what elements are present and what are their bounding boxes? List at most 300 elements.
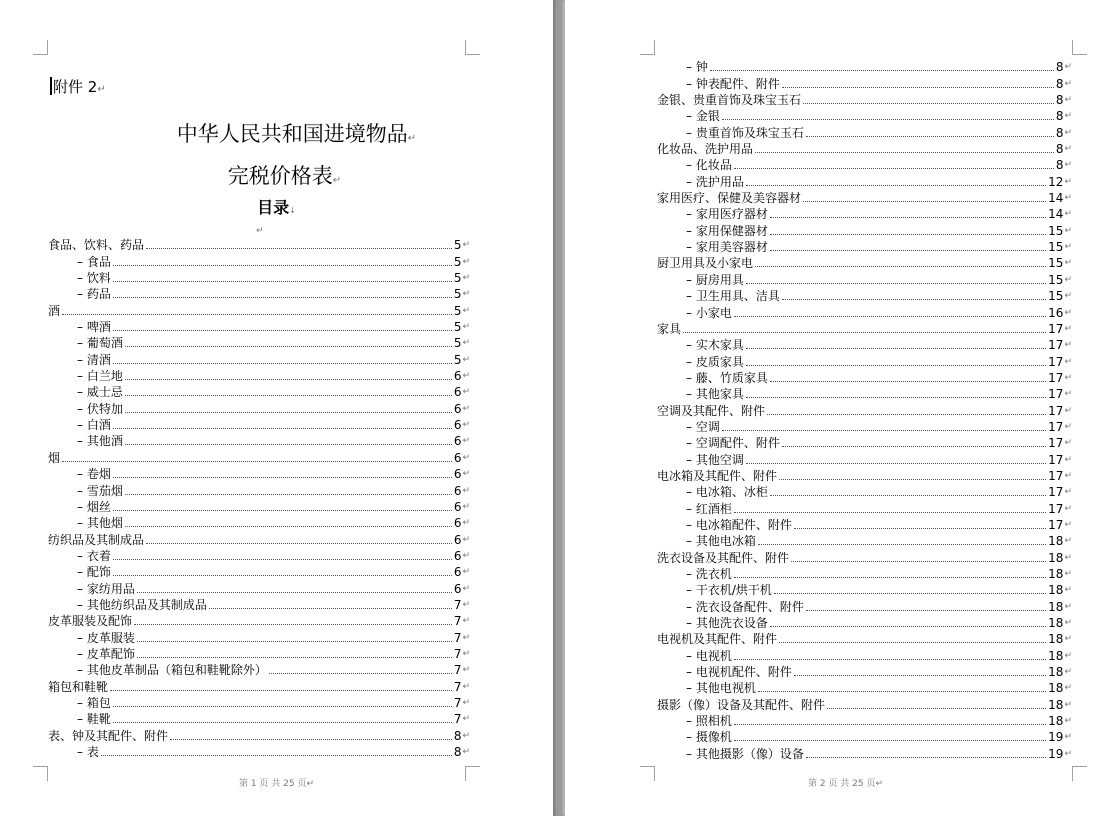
toc-leader-dots (113, 559, 452, 560)
toc-entry[interactable]: – 其他烟 6 ↵ (48, 514, 470, 530)
toc-entry-label: – 雪茄烟 (77, 483, 123, 498)
toc-entry[interactable]: – 实木家具 17 ↵ (657, 336, 1072, 352)
toc-leader-dots (779, 479, 1046, 480)
toc-leader-dots (758, 691, 1046, 692)
toc-entry[interactable]: – 小家电 16 ↵ (657, 303, 1072, 319)
attachment-text: 附件 2 (53, 78, 98, 96)
toc-entry-page-number: 14 (1048, 207, 1064, 222)
toc-entry-page-number: 5 (453, 254, 462, 269)
toc-leader-dots (110, 690, 452, 691)
toc-leader-dots (791, 561, 1046, 562)
toc-entry[interactable]: – 藤、竹质家具 17 ↵ (657, 369, 1072, 385)
toc-entry-page-number: 7 (453, 663, 462, 678)
toc-entry-label: 摄影（像）设备及其配件、附件 (657, 697, 826, 712)
toc-entry-page-number: 8 (453, 745, 462, 759)
toc-entry-label: – 卷烟 (77, 467, 111, 482)
toc-entry[interactable]: – 其他电视机 18 ↵ (657, 679, 1072, 695)
toc-entry-label: – 电冰箱、冰柜 (686, 485, 768, 500)
toc-entry-page-number: 6 (453, 565, 462, 580)
toc-entry-label: – 电冰箱配件、附件 (686, 517, 792, 532)
toc-entry[interactable]: 摄影（像）设备及其配件、附件 18 ↵ (657, 697, 1072, 712)
toc-entry[interactable]: 烟 6 ↵ (48, 450, 470, 465)
toc-entry-page-number: 7 (453, 614, 462, 629)
toc-entry-label: 厨卫用具及小家电 (657, 256, 754, 271)
toc-entry[interactable]: – 电视机配件、附件 18 ↵ (657, 663, 1072, 679)
toc-leader-dots (774, 593, 1046, 594)
toc-entry-page-number: 19 (1048, 746, 1064, 761)
toc-leader-dots (170, 739, 452, 740)
toc-entry[interactable]: – 皮革配饰 7 ↵ (48, 645, 470, 661)
toc-entry[interactable]: – 金银 8 ↵ (657, 107, 1072, 123)
toc-entry-label: – 金银 (686, 109, 720, 124)
toc-entry-label: 酒 (48, 303, 61, 318)
toc-entry[interactable]: 食品、饮料、药品 5 ↵ (48, 238, 470, 253)
toc-entry-label: – 白酒 (77, 418, 111, 433)
toc-entry-page-number: 19 (1048, 730, 1064, 745)
toc-entry[interactable]: – 药品 5 ↵ (48, 285, 470, 301)
toc-leader-dots (770, 217, 1046, 218)
toc-entry-page-number: 17 (1048, 403, 1064, 418)
toc-entry-label: – 配饰 (77, 565, 111, 580)
toc-entry[interactable]: 厨卫用具及小家电 15 ↵ (657, 256, 1072, 271)
toc-leader-dots (746, 348, 1046, 349)
toc-entry[interactable]: – 卷烟 6 ↵ (48, 465, 470, 481)
toc-entry[interactable]: 电冰箱及其配件、附件 17 ↵ (657, 468, 1072, 483)
toc-entry-page-number: 18 (1048, 550, 1064, 565)
toc-entry-page-number: 18 (1048, 599, 1064, 614)
toc-leader-dots (113, 330, 452, 331)
toc-leader-dots (770, 234, 1046, 235)
toc-entry-label: – 其他烟 (77, 516, 123, 531)
toc-entry[interactable]: – 清酒 5 ↵ (48, 350, 470, 366)
page-footer-text: 第 2 页 共 25 页 (807, 779, 876, 789)
toc-entry[interactable]: – 其他电冰箱 18 ↵ (657, 532, 1072, 548)
toc-entry-label: – 贵重首饰及珠宝玉石 (686, 125, 804, 140)
toc-entry[interactable]: – 食品 5 ↵ (48, 252, 470, 268)
toc-entry[interactable]: – 贵重首饰及珠宝玉石 8 ↵ (657, 123, 1072, 139)
toc-leader-dots (722, 430, 1046, 431)
toc-entry[interactable]: – 空调配件、附件 17 ↵ (657, 434, 1072, 450)
toc-entry-page-number: 6 (453, 369, 462, 384)
crop-mark-top-right (465, 40, 480, 55)
toc-entry-label: – 红酒柜 (686, 501, 732, 516)
toc-entry[interactable]: – 啤酒 5 ↵ (48, 318, 470, 334)
toc-leader-dots (734, 316, 1046, 317)
document-page-2[interactable] (565, 0, 1110, 816)
toc-leader-dots (113, 722, 452, 723)
toc-entry-label: – 衣着 (77, 548, 111, 563)
toc-leader-dots (806, 757, 1046, 758)
toc-leader-dots (113, 477, 452, 478)
page-gutter (553, 0, 565, 816)
toc-entry-page-number: 17 (1048, 321, 1064, 336)
toc-leader-dots (125, 379, 452, 380)
toc-entry[interactable]: – 饮料 5 ↵ (48, 269, 470, 285)
toc-entry-label: – 照相机 (686, 714, 732, 729)
toc-entry-label: – 电视机 (686, 648, 732, 663)
toc-entry-label: 皮革服装及配饰 (48, 614, 133, 629)
toc-entry-label: 空调及其配件、附件 (657, 403, 766, 418)
page-footer: 第 2 页 共 25 页↵ (807, 779, 884, 789)
toc-entry[interactable]: – 家用医疗器材 14 ↵ (657, 205, 1072, 221)
toc-entry[interactable]: – 雪茄烟 6 ↵ (48, 481, 470, 497)
toc-entry[interactable]: 纺织品及其制成品 6 ↵ (48, 532, 470, 547)
toc-leader-dots (113, 297, 452, 298)
toc-heading-text: 目录 (257, 198, 290, 217)
toc-entry-page-number: 8 (1055, 125, 1064, 140)
toc-entry-label: 电冰箱及其配件、附件 (657, 468, 778, 483)
toc-entry[interactable]: – 化妆品 8 ↵ (657, 156, 1072, 172)
crop-mark-top-left (33, 40, 48, 55)
toc-leader-dots (794, 675, 1046, 676)
toc-entry-label: 食品、饮料、药品 (48, 238, 145, 253)
toc-entry-label: 电视机及其配件、附件 (657, 632, 778, 647)
toc-entry-page-number: 7 (453, 695, 462, 710)
toc-entry-page-number: 5 (453, 238, 462, 253)
toc-leader-dots (113, 575, 452, 576)
toc-leader-dots (134, 624, 452, 625)
toc-entry-page-number: 15 (1048, 223, 1064, 238)
toc-entry-label: – 藤、竹质家具 (686, 370, 768, 385)
toc-entry-label: – 其他纺织品及其制成品 (77, 597, 207, 612)
toc-leader-dots (794, 528, 1046, 529)
toc-leader-dots (767, 414, 1046, 415)
toc-entry-page-number: 6 (453, 548, 462, 563)
toc-entry-page-number: 5 (453, 271, 462, 286)
toc-entry-label: – 啤酒 (77, 320, 111, 335)
toc-entry-page-number: 14 (1048, 191, 1064, 206)
toc-entry-page-number: 5 (453, 287, 462, 302)
toc-entry-page-number: 8 (1055, 76, 1064, 91)
toc-entry-label: – 白兰地 (77, 369, 123, 384)
toc-entry-page-number: 15 (1048, 272, 1064, 287)
toc-entry-label: – 摄像机 (686, 730, 732, 745)
toc-entry[interactable]: – 白兰地 6 ↵ (48, 367, 470, 383)
title-line-1-text: 中华人民共和国进境物品 (176, 122, 408, 146)
toc-entry[interactable]: – 空调 17 ↵ (657, 418, 1072, 434)
toc-entry-page-number: 6 (453, 385, 462, 400)
toc-leader-dots (113, 510, 452, 511)
toc-entry-page-number: 15 (1048, 289, 1064, 304)
toc-entry-page-number: 18 (1048, 534, 1064, 549)
toc-entry-page-number: 5 (453, 336, 462, 351)
toc-leader-dots (746, 365, 1046, 366)
document-title-line-2: 完税价格表↵ (227, 164, 342, 188)
toc-entry-page-number: 5 (453, 303, 462, 318)
toc-leader-dots (734, 512, 1046, 513)
toc-entry[interactable]: – 烟丝 6 ↵ (48, 498, 470, 514)
toc-entry[interactable]: – 配饰 6 ↵ (48, 563, 470, 579)
toc-entry[interactable]: – 干衣机/烘干机 18 ↵ (657, 581, 1072, 597)
toc-entry[interactable]: – 钟表配件、附件 8 ↵ (657, 74, 1072, 90)
toc-entry-label: 家具 (657, 321, 682, 336)
document-page-1[interactable] (0, 0, 553, 816)
toc-entry[interactable]: 家用医疗、保健及美容器材 14 ↵ (657, 191, 1072, 206)
toc-entry-label: – 饮料 (77, 271, 111, 286)
toc-leader-dots (113, 265, 452, 266)
toc-entry-page-number: 17 (1048, 354, 1064, 369)
toc-entry[interactable]: – 照相机 18 ↵ (657, 712, 1072, 728)
toc-leader-dots (806, 136, 1054, 137)
toc-entry-label: – 药品 (77, 287, 111, 302)
toc-leader-dots (137, 657, 452, 658)
toc-leader-dots (782, 446, 1046, 447)
toc-entry[interactable]: – 皮革服装 7 ↵ (48, 628, 470, 644)
toc-entry[interactable]: – 箱包 7 ↵ (48, 694, 470, 710)
toc-entry[interactable]: – 摄像机 19 ↵ (657, 728, 1072, 744)
toc-entry-label: – 家纺用品 (77, 581, 135, 596)
toc-entry[interactable]: – 威士忌 6 ↵ (48, 383, 470, 399)
toc-leader-dots (125, 494, 452, 495)
toc-entry-label: – 威士忌 (77, 385, 123, 400)
toc-entry[interactable]: 空调及其配件、附件 17 ↵ (657, 403, 1072, 418)
toc-entry[interactable]: 家具 17 ↵ (657, 321, 1072, 336)
toc-entry[interactable]: – 其他空调 17 ↵ (657, 450, 1072, 466)
toc-entry-page-number: 8 (1055, 142, 1064, 157)
toc-leader-dots (101, 755, 452, 756)
toc-entry[interactable]: – 其他酒 6 ↵ (48, 432, 470, 448)
toc-leader-dots (269, 673, 452, 674)
toc-entry-label: – 空调配件、附件 (686, 436, 780, 451)
toc-entry-page-number: 18 (1048, 583, 1064, 598)
toc-leader-dots (755, 266, 1046, 267)
toc-entry-label: – 卫生用具、洁具 (686, 289, 780, 304)
toc-entry[interactable]: – 其他洗衣设备 18 ↵ (657, 614, 1072, 630)
toc-entry[interactable]: – 其他纺织品及其制成品 7 ↵ (48, 596, 470, 612)
toc-entry-label: – 鞋靴 (77, 712, 111, 727)
toc-entry[interactable]: – 鞋靴 7 ↵ (48, 710, 470, 726)
toc-entry-label: – 其他家具 (686, 387, 744, 402)
toc-entry[interactable]: 金银、贵重首饰及珠宝玉石 8 ↵ (657, 93, 1072, 108)
toc-entry-page-number: 8 (1055, 158, 1064, 173)
page-footer: 第 1 页 共 25 页↵ (238, 779, 315, 789)
toc-entry-label: – 烟丝 (77, 499, 111, 514)
toc-entry-page-number: 6 (453, 401, 462, 416)
toc-entry-page-number: 18 (1048, 632, 1064, 647)
toc-entry-label: – 洗衣设备配件、附件 (686, 599, 804, 614)
toc-leader-dots (782, 299, 1046, 300)
toc-entry-label: – 家用医疗器材 (686, 207, 768, 222)
toc-entry-page-number: 8 (1055, 109, 1064, 124)
toc-leader-dots (746, 463, 1046, 464)
toc-entry[interactable]: 化妆品、洗护用品 8 ↵ (657, 142, 1072, 157)
toc-entry[interactable]: – 电视机 18 ↵ (657, 646, 1072, 662)
toc-leader-dots (125, 346, 452, 347)
toc-leader-dots (62, 461, 452, 462)
toc-entry-page-number: 7 (453, 646, 462, 661)
toc-entry[interactable]: – 红酒柜 17 ↵ (657, 499, 1072, 515)
toc-leader-dots (125, 526, 452, 527)
toc-entry[interactable]: – 白酒 6 ↵ (48, 416, 470, 432)
toc-leader-dots (113, 706, 452, 707)
toc-entry-label: – 厨房用具 (686, 272, 744, 287)
toc-entry-label: – 其他酒 (77, 434, 123, 449)
toc-entry-label: – 表 (77, 745, 99, 759)
toc-entry-label: – 其他洗衣设备 (686, 616, 768, 631)
toc-entry[interactable]: 表、钟及其配件、附件 8 ↵ (48, 728, 470, 743)
toc-entry[interactable]: 电视机及其配件、附件 18 ↵ (657, 632, 1072, 647)
toc-leader-dots (734, 168, 1054, 169)
toc-entry-page-number: 17 (1048, 419, 1064, 434)
toc-entry-label: – 伏特加 (77, 401, 123, 416)
toc-entry[interactable]: – 表 8 ↵ (48, 743, 470, 759)
toc-leader-dots (770, 381, 1046, 382)
toc-entry-label: – 皮革配饰 (77, 646, 135, 661)
toc-entry[interactable]: – 厨房用具 15 ↵ (657, 270, 1072, 286)
toc-leader-dots (62, 314, 452, 315)
toc-entry[interactable]: 皮革服装及配饰 7 ↵ (48, 614, 470, 629)
toc-leader-dots (125, 444, 452, 445)
toc-entry-page-number: 7 (453, 679, 462, 694)
toc-entry-label: – 空调 (686, 419, 720, 434)
toc-entry-page-number: 5 (453, 320, 462, 335)
toc-entry-label: 洗衣设备及其配件、附件 (657, 550, 790, 565)
table-of-contents-page-1 (48, 236, 470, 759)
toc-entry-label: 箱包和鞋靴 (48, 679, 109, 694)
toc-leader-dots (710, 70, 1054, 71)
toc-entry[interactable]: 箱包和鞋靴 7 ↵ (48, 679, 470, 694)
toc-entry[interactable]: – 其他皮革制品（箱包和鞋靴除外） 7 ↵ (48, 661, 470, 677)
paragraph-mark: ↵ (256, 226, 264, 236)
toc-entry-page-number: 18 (1048, 648, 1064, 663)
toc-entry[interactable]: – 其他摄影（像）设备 19 ↵ (657, 744, 1072, 760)
toc-entry-page-number: 6 (453, 532, 462, 547)
attachment-label[interactable]: 附件 2↵ (50, 76, 106, 97)
toc-entry[interactable]: – 电冰箱、冰柜 17 ↵ (657, 483, 1072, 499)
toc-leader-dots (770, 250, 1046, 251)
toc-leader-dots (146, 543, 452, 544)
toc-entry-page-number: 18 (1048, 665, 1064, 680)
toc-entry-label: – 其他空调 (686, 452, 744, 467)
toc-entry[interactable]: – 洗衣设备配件、附件 18 ↵ (657, 597, 1072, 613)
toc-leader-dots (209, 608, 452, 609)
toc-entry[interactable]: – 钟 8 ↵ (657, 58, 1072, 74)
toc-leader-dots (734, 724, 1046, 725)
toc-heading: 目录↓ (257, 198, 296, 217)
toc-leader-dots (113, 363, 452, 364)
toc-entry-page-number: 7 (453, 597, 462, 612)
toc-entry-page-number: 8 (1055, 60, 1064, 75)
toc-entry-page-number: 7 (453, 712, 462, 727)
toc-leader-dots (734, 740, 1046, 741)
toc-entry-page-number: 17 (1048, 501, 1064, 516)
toc-entry-page-number: 18 (1048, 681, 1064, 696)
toc-entry-page-number: 17 (1048, 468, 1064, 483)
toc-entry[interactable]: – 洗护用品 12 ↵ (657, 172, 1072, 188)
toc-entry-label: 表、钟及其配件、附件 (48, 728, 169, 743)
toc-leader-dots (146, 248, 452, 249)
toc-leader-dots (137, 641, 452, 642)
toc-leader-dots (779, 642, 1046, 643)
toc-entry[interactable]: 酒 5 ↵ (48, 303, 470, 318)
toc-entry-page-number: 8 (453, 728, 462, 743)
toc-entry-label: 烟 (48, 450, 61, 465)
toc-entry-label: – 家用保健器材 (686, 223, 768, 238)
toc-leader-dots (746, 283, 1046, 284)
toc-entry-label: – 其他电冰箱 (686, 534, 756, 549)
toc-entry-label: – 钟表配件、附件 (686, 76, 780, 91)
toc-entry-label: – 化妆品 (686, 158, 732, 173)
toc-entry-page-number: 6 (453, 418, 462, 433)
toc-entry-page-number: 6 (453, 483, 462, 498)
toc-leader-dots (683, 332, 1046, 333)
toc-leader-dots (137, 592, 452, 593)
toc-leader-dots (770, 495, 1046, 496)
toc-entry[interactable]: – 洗衣机 18 ↵ (657, 565, 1072, 581)
toc-entry[interactable]: – 电冰箱配件、附件 17 ↵ (657, 516, 1072, 532)
toc-leader-dots (746, 397, 1046, 398)
toc-leader-dots (803, 103, 1054, 104)
toc-entry-label: – 其他皮革制品（箱包和鞋靴除外） (77, 663, 267, 678)
toc-leader-dots (758, 544, 1046, 545)
toc-entry-page-number: 17 (1048, 485, 1064, 500)
toc-entry-label: – 皮质家具 (686, 354, 744, 369)
toc-entry[interactable]: – 葡萄酒 5 ↵ (48, 334, 470, 350)
toc-entry[interactable]: – 伏特加 6 ↵ (48, 399, 470, 415)
toc-entry-label: – 葡萄酒 (77, 336, 123, 351)
toc-entry-page-number: 8 (1055, 93, 1064, 108)
table-of-contents-page-2 (657, 58, 1072, 761)
toc-leader-dots (770, 626, 1046, 627)
toc-entry-page-number: 6 (453, 434, 462, 449)
toc-entry-label: – 钟 (686, 60, 708, 75)
toc-entry[interactable]: – 家用保健器材 15 ↵ (657, 221, 1072, 237)
crop-mark-top-left (640, 40, 655, 55)
title-line-2-text: 完税价格表 (227, 164, 333, 188)
toc-entry-label: 金银、贵重首饰及珠宝玉石 (657, 93, 802, 108)
toc-entry[interactable]: – 家用美容器材 15 ↵ (657, 238, 1072, 254)
toc-leader-dots (782, 87, 1054, 88)
toc-entry-label: 化妆品、洗护用品 (657, 142, 754, 157)
toc-entry[interactable]: 洗衣设备及其配件、附件 18 ↵ (657, 550, 1072, 565)
toc-entry-page-number: 6 (453, 516, 462, 531)
toc-entry-page-number: 15 (1048, 256, 1064, 271)
toc-entry[interactable]: – 衣着 6 ↵ (48, 547, 470, 563)
toc-entry-label: 纺织品及其制成品 (48, 532, 145, 547)
toc-entry-label: – 其他电视机 (686, 681, 756, 696)
toc-leader-dots (113, 281, 452, 282)
toc-leader-dots (827, 708, 1046, 709)
toc-leader-dots (806, 610, 1046, 611)
toc-entry-page-number: 18 (1048, 697, 1064, 712)
crop-mark-top-right (1072, 40, 1087, 55)
toc-entry-page-number: 7 (453, 630, 462, 645)
toc-entry-label: – 其他摄影（像）设备 (686, 746, 804, 761)
toc-entry-page-number: 6 (453, 499, 462, 514)
toc-entry-page-number: 17 (1048, 370, 1064, 385)
toc-entry[interactable]: – 家纺用品 6 ↵ (48, 579, 470, 595)
toc-entry-label: – 皮革服装 (77, 630, 135, 645)
toc-entry[interactable]: – 卫生用具、洁具 15 ↵ (657, 287, 1072, 303)
toc-entry-page-number: 16 (1048, 305, 1064, 320)
toc-entry-page-number: 5 (453, 352, 462, 367)
toc-entry-page-number: 18 (1048, 714, 1064, 729)
toc-leader-dots (113, 428, 452, 429)
toc-leader-dots (722, 119, 1054, 120)
toc-entry-label: 家用医疗、保健及美容器材 (657, 191, 802, 206)
toc-entry[interactable]: – 其他家具 17 ↵ (657, 385, 1072, 401)
toc-leader-dots (755, 152, 1054, 153)
toc-entry-page-number: 6 (453, 467, 462, 482)
toc-entry-page-number: 17 (1048, 517, 1064, 532)
text-cursor (50, 77, 52, 95)
toc-leader-dots (125, 412, 452, 413)
toc-leader-dots (125, 395, 452, 396)
toc-entry[interactable]: – 皮质家具 17 ↵ (657, 352, 1072, 368)
toc-entry-label: – 洗衣机 (686, 567, 732, 581)
toc-entry-page-number: 15 (1048, 240, 1064, 255)
toc-leader-dots (746, 185, 1046, 186)
